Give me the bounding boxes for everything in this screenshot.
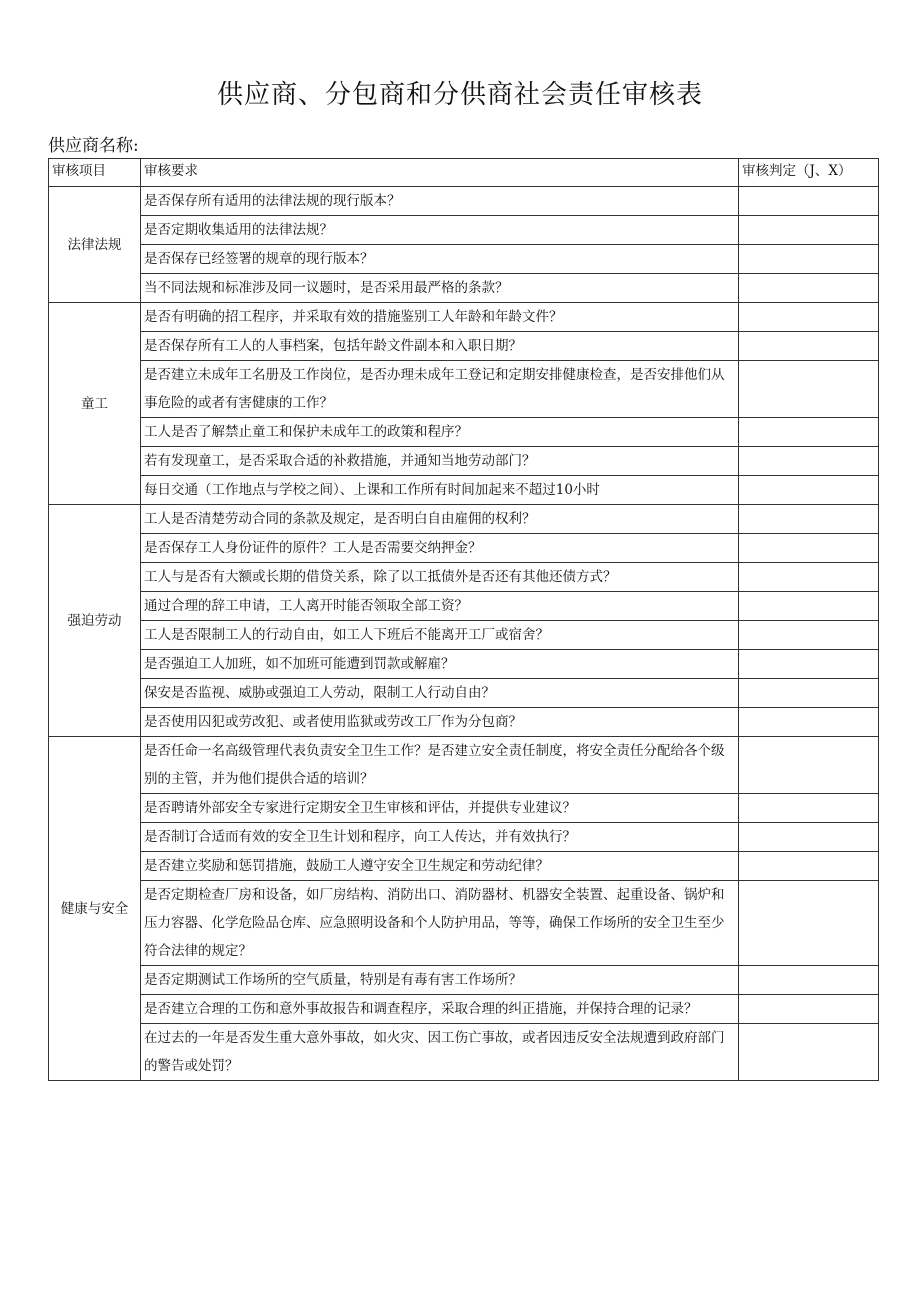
judgement-cell[interactable]: [739, 679, 879, 708]
table-row: [49, 592, 879, 621]
table-row: [49, 361, 879, 418]
table-row: [49, 274, 879, 303]
table-row: [49, 966, 879, 995]
requirement-cell: 工人是否限制工人的行动自由，如工人下班后不能离开工厂或宿舍？: [141, 621, 739, 650]
header-audit-judgement: 审核判定（J、X）: [739, 159, 879, 187]
requirement-cell: 若有发现童工，是否采取合适的补救措施，并通知当地劳动部门？: [141, 447, 739, 476]
requirement-cell: 是否定期收集适用的法律法规？: [141, 216, 739, 245]
table-row: [49, 245, 879, 274]
judgement-cell[interactable]: [739, 216, 879, 245]
requirement-cell: 是否强迫工人加班，如不加班可能遭到罚款或解雇？: [141, 650, 739, 679]
category-cell: 健康与安全: [49, 737, 141, 1081]
page-title: 供应商、分包商和分供商社会责任审核表: [216, 80, 703, 110]
table-row: [49, 794, 879, 823]
header-row: [49, 159, 879, 187]
requirement-cell: 是否聘请外部安全专家进行定期安全卫生审核和评估，并提供专业建议？: [141, 794, 739, 823]
table-row: [49, 447, 879, 476]
judgement-cell[interactable]: [739, 447, 879, 476]
judgement-cell[interactable]: [739, 823, 879, 852]
judgement-cell[interactable]: [739, 650, 879, 679]
table-row: [49, 737, 879, 794]
requirement-cell: 当不同法规和标准涉及同一议题时，是否采用最严格的条款？: [141, 274, 739, 303]
table-row: [49, 303, 879, 332]
requirement-cell: 是否任命一名高级管理代表负责安全卫生工作？是否建立安全责任制度，将安全责任分配给各个级别的主管，并为他们提供合适的培训？: [141, 737, 739, 794]
table-row: [49, 418, 879, 447]
requirement-cell: 是否建立奖励和惩罚措施，鼓励工人遵守安全卫生规定和劳动纪律？: [141, 852, 739, 881]
requirement-cell: 是否保存所有适用的法律法规的现行版本？: [141, 187, 739, 216]
judgement-cell[interactable]: [739, 966, 879, 995]
supplier-name-label: 供应商名称:: [48, 136, 139, 156]
judgement-cell[interactable]: [739, 505, 879, 534]
judgement-cell[interactable]: [739, 995, 879, 1024]
judgement-cell[interactable]: [739, 361, 879, 418]
requirement-cell: 是否保存已经签署的规章的现行版本？: [141, 245, 739, 274]
requirement-cell: 是否使用囚犯或劳改犯、或者使用监狱或劳改工厂作为分包商？: [141, 708, 739, 737]
table-row: [49, 216, 879, 245]
requirement-cell: 是否有明确的招工程序，并采取有效的措施鉴别工人年龄和年龄文件？: [141, 303, 739, 332]
table-row: [49, 505, 879, 534]
requirement-cell: 是否定期检查厂房和设备，如厂房结构、消防出口、消防器材、机器安全装置、起重设备、锅炉和压力容器、化学危险品仓库、应急照明设备和个人防护用品，等等，确保工作场所的安全卫生至少符合法律的规定？: [141, 881, 739, 966]
requirement-cell: 是否制订合适而有效的安全卫生计划和程序，向工人传达，并有效执行？: [141, 823, 739, 852]
requirement-cell: 是否保存所有工人的人事档案，包括年龄文件副本和入职日期？: [141, 332, 739, 361]
judgement-cell[interactable]: [739, 563, 879, 592]
header-audit-item: 审核项目: [49, 159, 141, 187]
judgement-cell[interactable]: [739, 708, 879, 737]
judgement-cell[interactable]: [739, 621, 879, 650]
header-audit-requirement: 审核要求: [141, 159, 739, 187]
requirement-cell: 是否建立合理的工伤和意外事故报告和调查程序，采取合理的纠正措施，并保持合理的记录？: [141, 995, 739, 1024]
judgement-cell[interactable]: [739, 852, 879, 881]
table-row: [49, 332, 879, 361]
table-row: [49, 621, 879, 650]
requirement-cell: 保安是否监视、威胁或强迫工人劳动，限制工人行动自由？: [141, 679, 739, 708]
table-row: [49, 534, 879, 563]
judgement-cell[interactable]: [739, 881, 879, 966]
requirement-cell: 是否定期测试工作场所的空气质量，特别是有毒有害工作场所？: [141, 966, 739, 995]
requirement-cell: 工人是否了解禁止童工和保护未成年工的政策和程序？: [141, 418, 739, 447]
judgement-cell[interactable]: [739, 245, 879, 274]
requirement-cell: 是否保存工人身份证件的原件？工人是否需要交纳押金？: [141, 534, 739, 563]
table-row: [49, 650, 879, 679]
judgement-cell[interactable]: [739, 476, 879, 505]
audit-table: [48, 158, 879, 1081]
requirement-cell: 工人是否清楚劳动合同的条款及规定，是否明白自由雇佣的权利？: [141, 505, 739, 534]
table-row: [49, 708, 879, 737]
table-row: [49, 679, 879, 708]
judgement-cell[interactable]: [739, 794, 879, 823]
judgement-cell[interactable]: [739, 592, 879, 621]
table-row: [49, 823, 879, 852]
table-row: [49, 476, 879, 505]
table-row: [49, 881, 879, 966]
judgement-cell[interactable]: [739, 187, 879, 216]
requirement-cell: 工人与是否有大额或长期的借贷关系，除了以工抵债外是否还有其他还债方式？: [141, 563, 739, 592]
category-cell: 强迫劳动: [49, 505, 141, 737]
judgement-cell[interactable]: [739, 418, 879, 447]
table-row: [49, 995, 879, 1024]
audit-table-body: [49, 187, 879, 1081]
table-row: [49, 852, 879, 881]
judgement-cell[interactable]: [739, 274, 879, 303]
judgement-cell[interactable]: [739, 303, 879, 332]
requirement-cell: 是否建立未成年工名册及工作岗位，是否办理未成年工登记和定期安排健康检查，是否安排他们从事危险的或者有害健康的工作？: [141, 361, 739, 418]
table-row: [49, 563, 879, 592]
judgement-cell[interactable]: [739, 332, 879, 361]
category-cell: 童工: [49, 303, 141, 505]
category-cell: 法律法规: [49, 187, 141, 303]
table-row: [49, 1024, 879, 1081]
requirement-cell: 通过合理的辞工申请，工人离开时能否领取全部工资？: [141, 592, 739, 621]
judgement-cell[interactable]: [739, 1024, 879, 1081]
judgement-cell[interactable]: [739, 534, 879, 563]
table-row: [49, 187, 879, 216]
requirement-cell: 每日交通（工作地点与学校之间）、上课和工作所有时间加起来不超过10小时: [141, 476, 739, 505]
judgement-cell[interactable]: [739, 737, 879, 794]
requirement-cell: 在过去的一年是否发生重大意外事故，如火灾、因工伤亡事故，或者因违反安全法规遭到政府部门的警告或处罚？: [141, 1024, 739, 1081]
